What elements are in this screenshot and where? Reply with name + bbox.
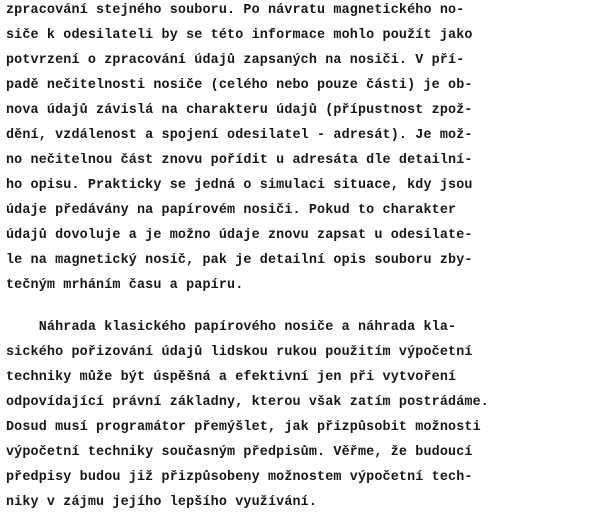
text-line: nova údajů závislá na charakteru údajů (přípustnost zpož- [6, 103, 473, 118]
text-line: padě nečitelnosti nosiče (celého nebo pouze části) je ob- [6, 78, 473, 93]
text-line: le na magnetický nosič, pak je detailní opis souboru zby- [6, 253, 473, 268]
text-line: tečným mrháním času a papíru. [6, 278, 244, 293]
text-line: předpisy budou již přizpůsobeny možnostem výpočetní tech- [6, 470, 473, 485]
text-line: výpočetní techniky současným předpisům. Věřme, že budoucí [6, 445, 473, 460]
text-line: potvrzení o zpracování údajů zapsaných na nosiči. V pří- [6, 53, 465, 68]
text-line: sického pořizování údajů lidskou rukou použitím výpočetní [6, 345, 473, 360]
text-line: Náhrada klasického papírového nosiče a náhrada kla- [6, 320, 457, 335]
text-line: techniky může být úspěšná a efektivní jen při vytvoření [6, 370, 457, 385]
text-line: ho opisu. Prakticky se jedná o simulaci situace, kdy jsou [6, 178, 473, 193]
text-line: zpracování stejného souboru. Po návratu magnetického no- [6, 3, 465, 18]
text-line: údajů dovoluje a je možno údaje znovu zapsat u odesilate- [6, 228, 473, 243]
text-line: údaje předávány na papírovém nosiči. Pokud to charakter [6, 203, 457, 218]
text-line: niky v zájmu jejího lepšího využívání. [6, 495, 318, 510]
text-line: dění, vzdálenost a spojení odesilatel - adresát). Je mož- [6, 128, 473, 143]
text-line: odpovídající právní základny, kterou však zatím postrádáme. [6, 395, 489, 410]
text-line: siče k odesilateli by se této informace mohlo použít jako [6, 28, 473, 43]
text-line: no nečitelnou část znovu pořídit u adresáta dle detailní- [6, 153, 473, 168]
text-line: Dosud musí programátor přemýšlet, jak přizpůsobit možnosti [6, 420, 481, 435]
